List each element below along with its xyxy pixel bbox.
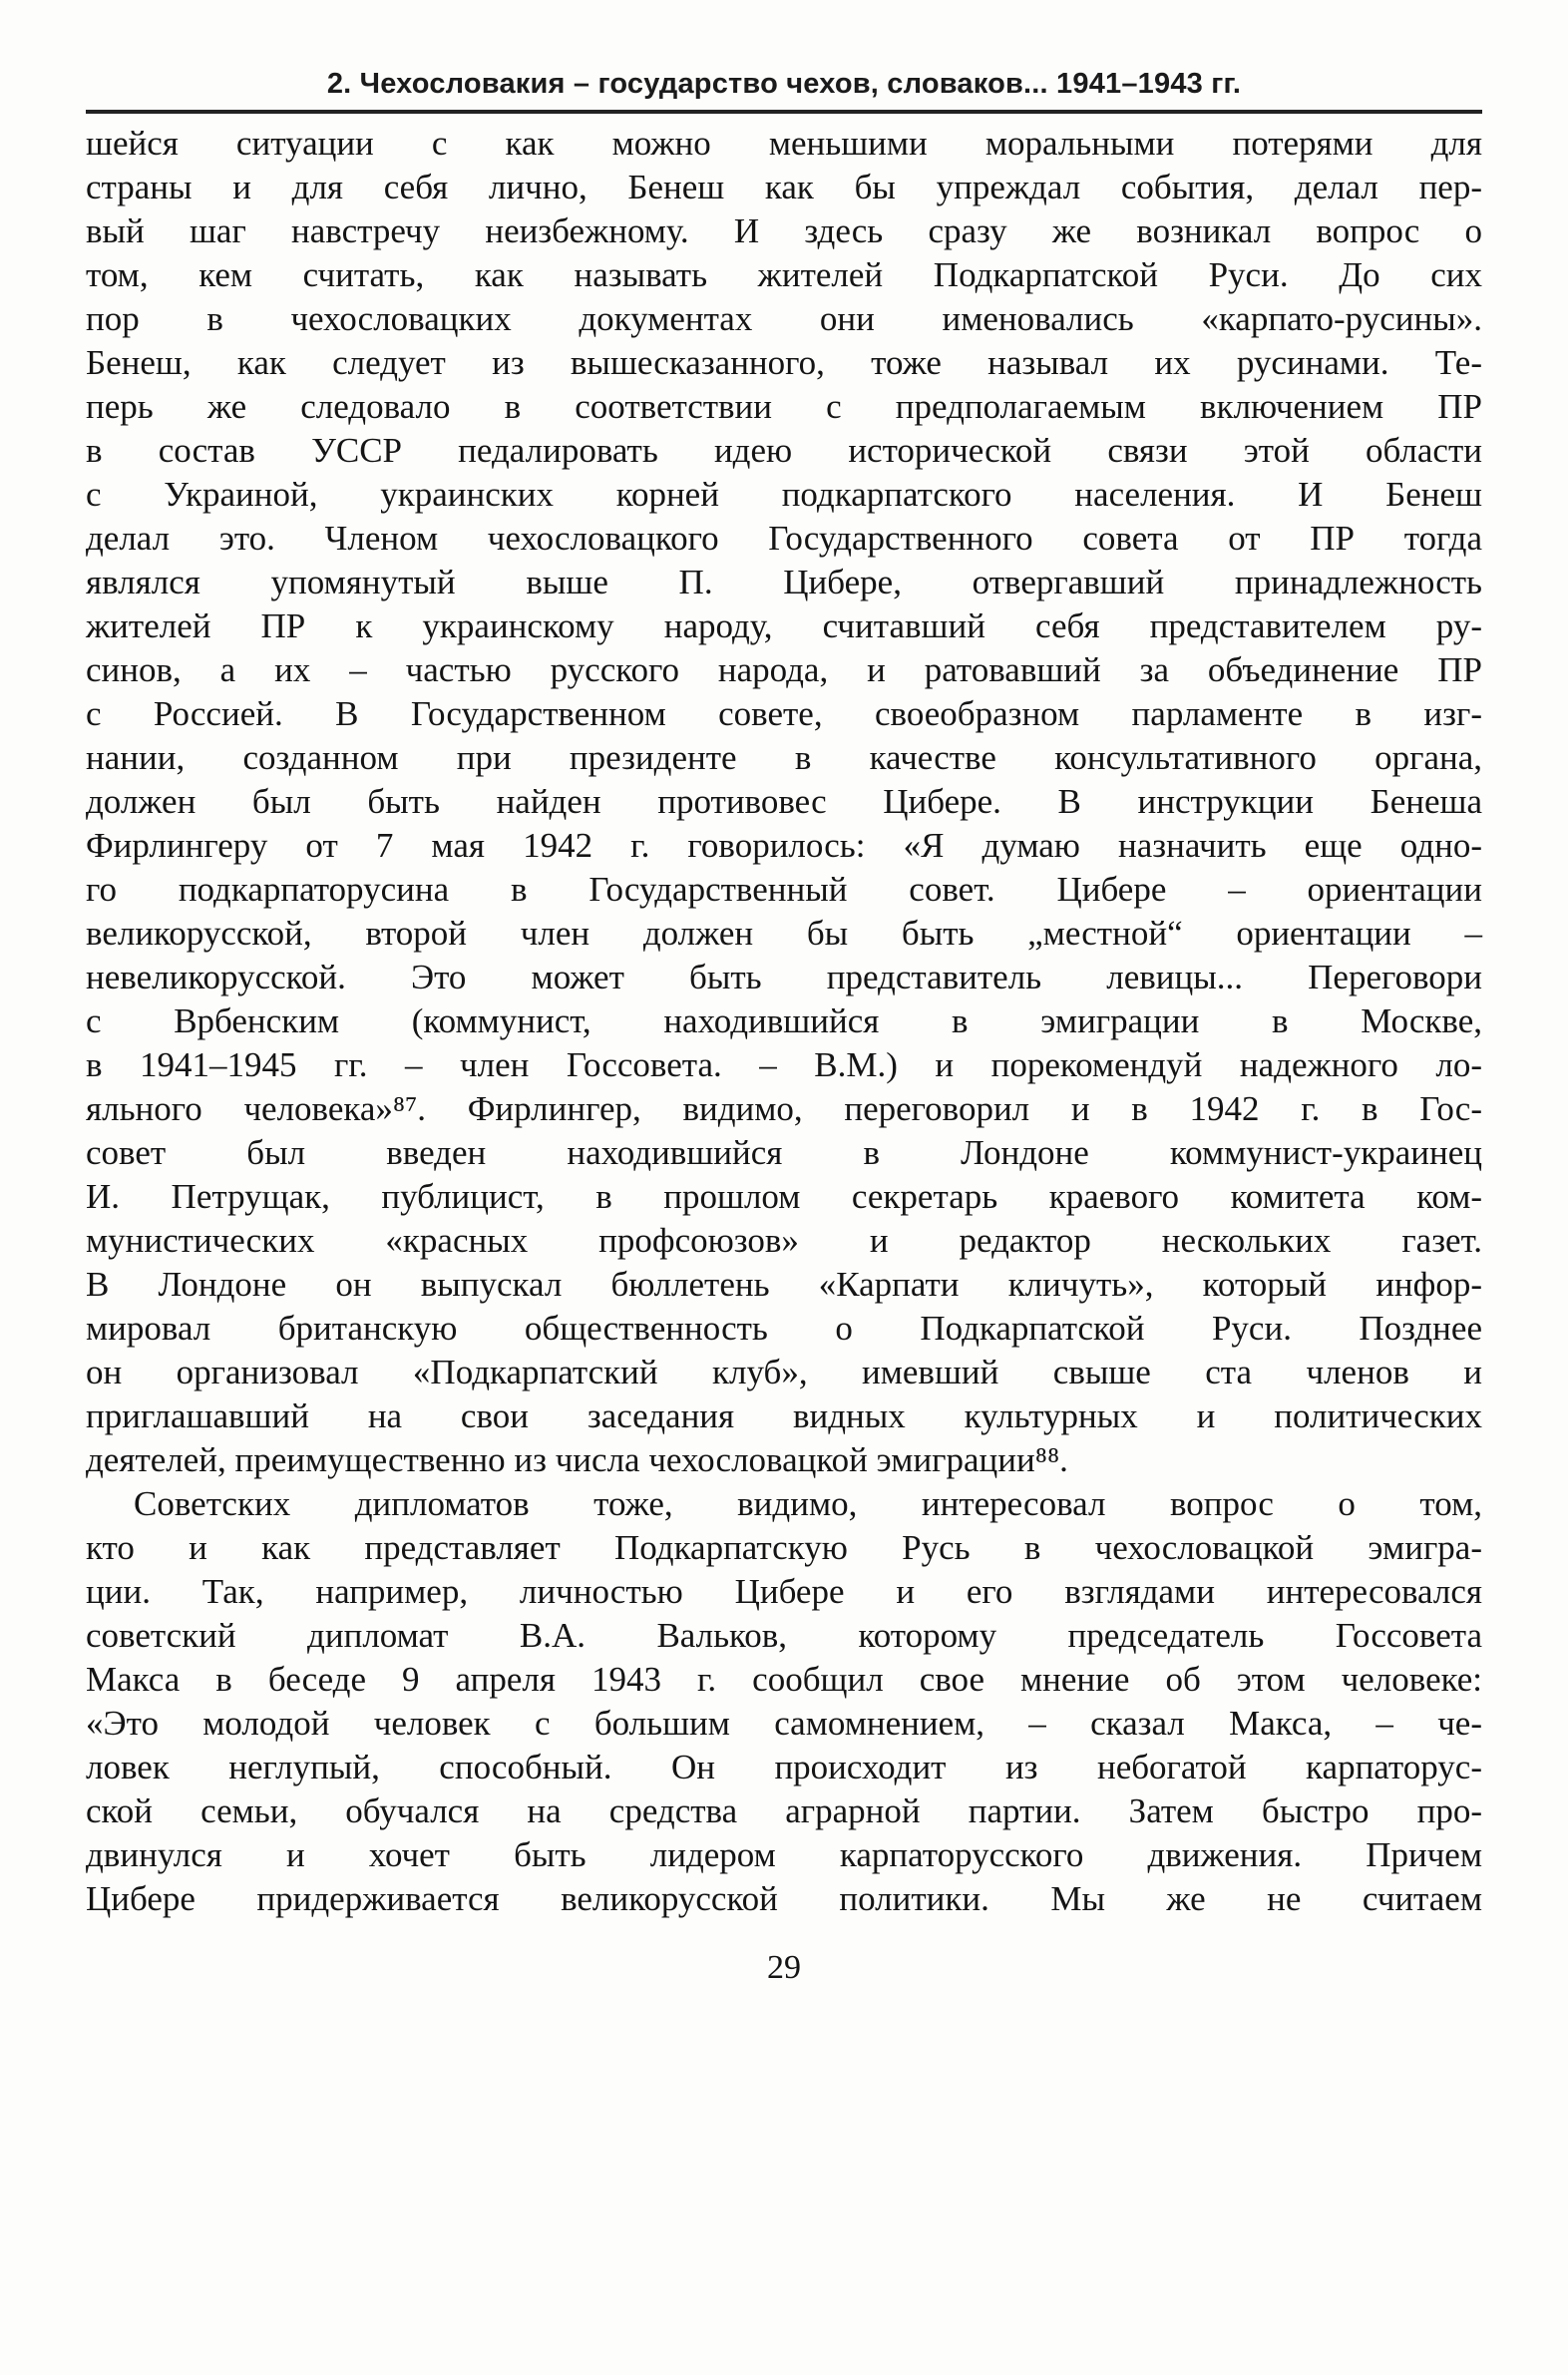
text-line: Советских дипломатов тоже, видимо, интересовал вопрос о том, [134, 1484, 1482, 1523]
text-line: И. Петрущак, публицист, в прошлом секретарь краевого комитета ком- [86, 1177, 1482, 1216]
text-line: мировал британскую общественность о Подкарпатской Руси. Позднее [86, 1309, 1482, 1348]
text-line: страны и для себя лично, Бенеш как бы упреждал события, делал пер- [86, 168, 1482, 206]
running-header: 2. Чехословакия – государство чехов, словаков... 1941–1943 гг. [86, 68, 1482, 114]
text-line: двинулся и хочет быть лидером карпаторусского движения. Причем [86, 1835, 1482, 1874]
text-line: он организовал «Подкарпатский клуб», имевший свыше ста членов и [86, 1353, 1482, 1391]
text-line: ции. Так, например, личностью Цибере и его взглядами интересовался [86, 1572, 1482, 1611]
text-line: являлся упомянутый выше П. Цибере, отвергавший принадлежность [86, 563, 1482, 601]
text-line: перь же следовало в соответствии с предполагаемым включением ПР [86, 387, 1482, 426]
text-line: вый шаг навстречу неизбежному. И здесь сразу же возникал вопрос о [86, 211, 1482, 250]
text-line: в 1941–1945 гг. – член Госсовета. – В.М.) и порекомендуй надежного ло- [86, 1045, 1482, 1084]
text-line: том, кем считать, как называть жителей Подкарпатской Руси. До сих [86, 255, 1482, 294]
text-line: ской семьи, обучался на средства аграрной партии. Затем быстро про- [86, 1791, 1482, 1830]
text-line: делал это. Членом чехословацкого Государственного совета от ПР тогда [86, 519, 1482, 558]
text-line: нании, созданном при президенте в качестве консультативного органа, [86, 738, 1482, 777]
text-line: с Россией. В Государственном совете, своеобразном парламенте в изг- [86, 694, 1482, 733]
text-line: советский дипломат В.А. Вальков, которому председатель Госсовета [86, 1616, 1482, 1655]
text-line: невеликорусской. Это может быть представитель левицы... Переговори [86, 958, 1482, 996]
paragraph [86, 1482, 1482, 1921]
paragraph [86, 122, 1482, 1482]
text-line: кто и как представляет Подкарпатскую Русь в чехословацкой эмигра- [86, 1528, 1482, 1567]
text-line: Цибере придерживается великорусской политики. Мы же не считаем [86, 1879, 1482, 1918]
text-line: приглашавший на свои заседания видных культурных и политических [86, 1396, 1482, 1435]
text-line: в состав УССР педалировать идею исторической связи этой области [86, 431, 1482, 470]
text-body [86, 122, 1482, 1921]
text-line: деятелей, преимущественно из числа чехословацкой эмиграции⁸⁸. [86, 1440, 1068, 1479]
text-line: с Врбенским (коммунист, находившийся в эмиграции в Москве, [86, 1001, 1482, 1040]
text-line: Бенеш, как следует из вышесказанного, тоже называл их русинами. Те- [86, 343, 1482, 382]
text-line: В Лондоне он выпускал бюллетень «Карпати кличуть», который инфор- [86, 1265, 1482, 1304]
text-line: жителей ПР к украинскому народу, считавший себя представителем ру- [86, 606, 1482, 645]
text-line: совет был введен находившийся в Лондоне коммунист-украинец [86, 1133, 1482, 1172]
text-line: синов, а их – частью русского народа, и ратовавший за объединение ПР [86, 650, 1482, 689]
text-line: шейся ситуации с как можно меньшими моральными потерями для [86, 124, 1482, 163]
text-line: мунистических «красных профсоюзов» и редактор нескольких газет. [86, 1221, 1482, 1260]
text-line: с Украиной, украинских корней подкарпатского населения. И Бенеш [86, 475, 1482, 514]
text-line: пор в чехословацких документах они именовались «карпато-русины». [86, 299, 1482, 338]
text-line: яльного человека»⁸⁷. Фирлингер, видимо, переговорил и в 1942 г. в Гос- [86, 1089, 1482, 1128]
text-line: «Это молодой человек с большим самомнением, – сказал Макса, – че- [86, 1704, 1482, 1743]
text-line: Макса в беседе 9 апреля 1943 г. сообщил свое мнение об этом человеке: [86, 1660, 1482, 1699]
text-line: го подкарпаторусина в Государственный совет. Цибере – ориентации [86, 870, 1482, 909]
text-line: ловек неглупый, способный. Он происходит из небогатой карпаторус- [86, 1748, 1482, 1786]
page-number: 29 [767, 1949, 801, 1986]
text-line: должен был быть найден противовес Цибере. В инструкции Бенеша [86, 782, 1482, 821]
text-line: великорусской, второй член должен бы быть „местной“ ориентации – [86, 914, 1482, 953]
text-line: Фирлингеру от 7 мая 1942 г. говорилось: «Я думаю назначить еще одно- [86, 826, 1482, 865]
